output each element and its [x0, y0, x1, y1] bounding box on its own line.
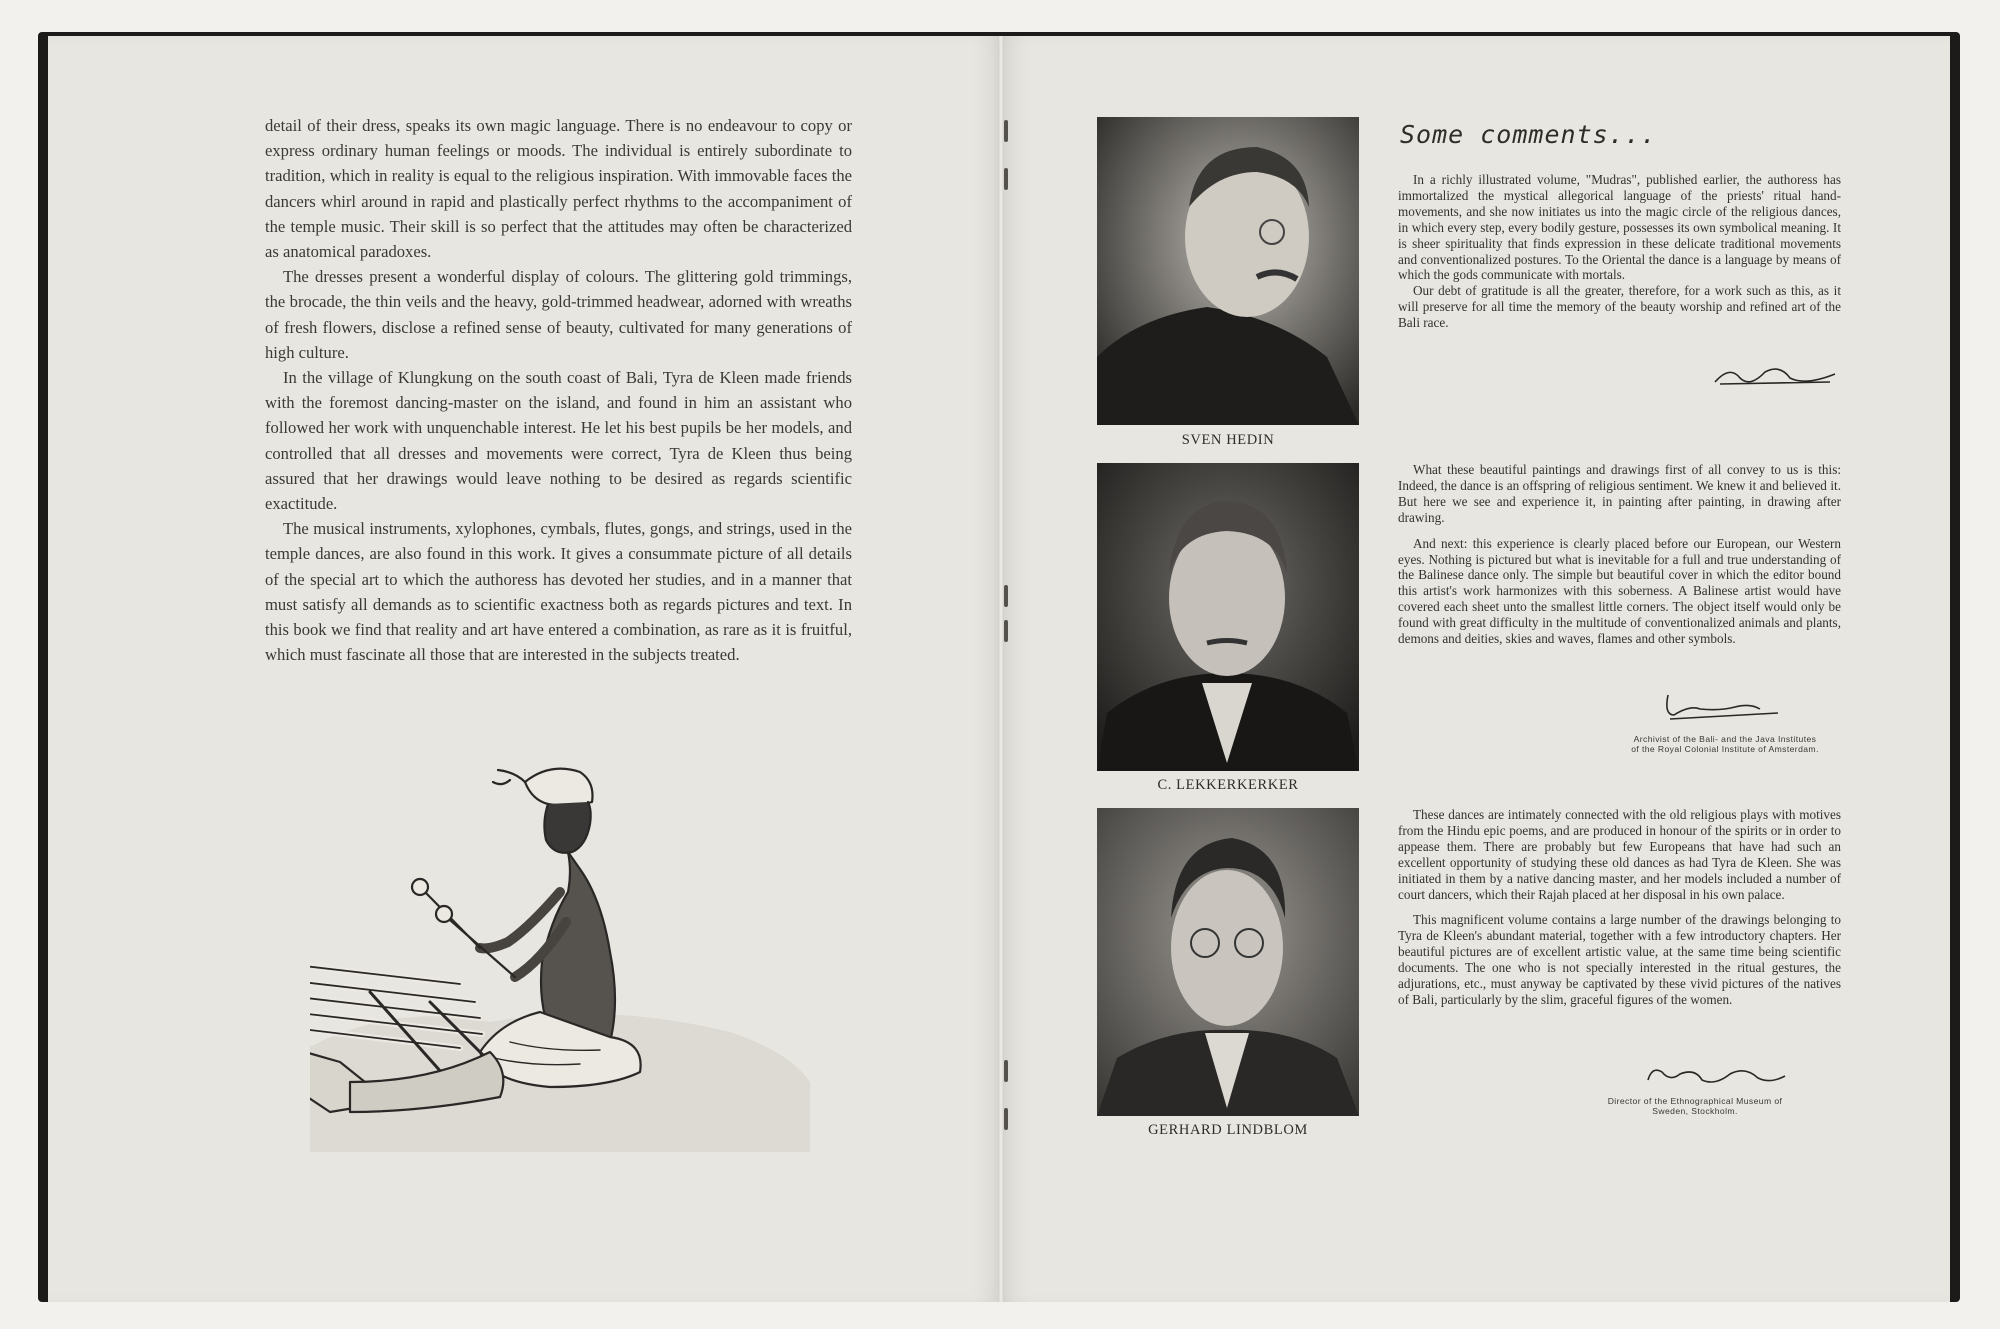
comment-c-lekkerkerker: [1398, 462, 1841, 647]
signature-lekkerkerker: [1660, 685, 1790, 725]
comment-paragraph: What these beautiful paintings and drawings first of all convey to us is this: Indeed, the dance is an offspring of religious sentiment. We knew it and believed it. But here we see and experience it, in painting after painting, in drawing after drawing.: [1398, 462, 1841, 525]
musician-xylophone-illustration: [310, 752, 820, 1152]
left-page-body-text: [265, 113, 852, 667]
staple: [1004, 1108, 1008, 1130]
comment-paragraph: In a richly illustrated volume, "Mudras", published earlier, the authoress has immortalized the mystical allegorical language of the priests' ritual hand-movements, and she now initiates us into the magic circle of the religious dances, in which every step, every bodily gesture, possesses its own symbolical meaning. It is sheer spirituality that finds expression in these delicate traditional movements and conventionalized postures. To the Oriental the dance is a language by means of which the gods communicate with mortals.: [1398, 172, 1841, 283]
staple: [1004, 1060, 1008, 1082]
title-line: of the Royal Colonial Institute of Amsterdam.: [1631, 744, 1819, 754]
comment-gerhard-lindblom: [1398, 807, 1841, 1008]
title-line: Director of the Ethnographical Museum of: [1607, 1096, 1783, 1106]
body-paragraph: In the village of Klungkung on the south coast of Bali, Tyra de Kleen made friends with the foremost dancing-master on the island, and found in him an assistant who followed her work with unquenchable interest. He let his best pupils be her models, and controlled that all dresses and movements were correct, Tyra de Kleen thus being assured that her drawings would leave nothing to be desired as regards scientific exactitude.: [265, 368, 852, 514]
staple: [1004, 168, 1008, 190]
staple: [1004, 585, 1008, 607]
comment-paragraph: This magnificent volume contains a large number of the drawings belonging to Tyra de Kleen's abundant material, together with a few introductory chapters. Her beautiful pictures are of excellent artistic value, at the same time being scientific documents. The one who is not specially interested in the ritual gestures, the adjurations, etc., must anyway be captivated by these vivid pictures of the natives of Bali, particularly by the slim, graceful figures of the women.: [1398, 912, 1841, 1007]
portrait-gerhard-lindblom: [1097, 808, 1359, 1116]
page-heading: Some comments...: [1400, 120, 1657, 149]
signature-gerhard-lindblom: [1640, 1060, 1790, 1090]
comment-sven-hedin: [1398, 172, 1841, 331]
staple: [1004, 120, 1008, 142]
staple: [1004, 620, 1008, 642]
portrait-caption: SVEN HEDIN: [1181, 432, 1275, 448]
body-paragraph: The musical instruments, xylophones, cymbals, flutes, gongs, and strings, used in the temple dances, are also found in this work. It gives a consummate picture of all details of the special art to which the authoress has devoted her studies, and in a manner that must satisfy all demands as to scientific exactness both as regards pictures and text. In this book we find that reality and art have entered a combination, as rare as it is fruitful, which must fascinate all those that are interested in the subjects treated.: [265, 519, 852, 665]
portrait-c-lekkerkerker: [1097, 463, 1359, 771]
title-line: Archivist of the Bali- and the Java Institutes: [1633, 734, 1817, 744]
comment-paragraph: These dances are intimately connected with the old religious plays with motives from the Hindu epic poems, and are produced in honour of the spirits or in order to appease them. There are probably but few Europeans that have had such an excellent opportunity of studying these old dances as had Tyra de Kleen. She was initiated in them by a native dancing master, and her models included a number of court dancers, which their Rajah placed at her disposal in his own palace.: [1398, 807, 1841, 902]
portrait-sven-hedin: [1097, 117, 1359, 425]
body-paragraph: detail of their dress, speaks its own magic language. There is no endeavour to copy or express ordinary human feelings or moods. The individual is entirely subordinate to tradition, which in reality is equal to the religious inspiration. With immovable faces the dancers whirl around in rapid and plastically perfect rhythms to the accompaniment of the temple music. Their skill is so perfect that the attitudes may often be characterized as anatomical paradoxes.: [265, 116, 852, 262]
comment-paragraph: Our debt of gratitude is all the greater, therefore, for a work such as this, as it will preserve for all time the memory of the beauty worship and refined art of the Bali race.: [1398, 283, 1841, 331]
portrait-caption: C. LEKKERKERKER: [1157, 777, 1299, 793]
title-line: Sweden, Stockholm.: [1652, 1106, 1738, 1116]
signature-sven-hedin: [1710, 360, 1840, 390]
body-paragraph: The dresses present a wonderful display of colours. The glittering gold trimmings, the brocade, the thin veils and the heavy, gold-trimmed headwear, adorned with wreaths of fresh flowers, disclose a refined sense of beauty, cultivated for many generations of high culture.: [265, 267, 852, 362]
comment-paragraph: And next: this experience is clearly placed before our European, our Western eyes. Nothing is pictured but what is inevitable for a full and true understanding of the Balinese dance only. The simple but beautiful cover in which the editor bound this artist's work harmonizes with this soberness. A Balinese artist would have covered each sheet unto the smallest little corners. The object itself would only be found with great difficulty in the multitude of conventionalized animals and plants, demons and deities, skies and waves, flames and other symbols.: [1398, 535, 1841, 647]
portrait-caption: GERHARD LINDBLOM: [1148, 1122, 1308, 1138]
signatory-title: [1560, 1096, 1830, 1116]
signatory-title: [1595, 734, 1855, 754]
